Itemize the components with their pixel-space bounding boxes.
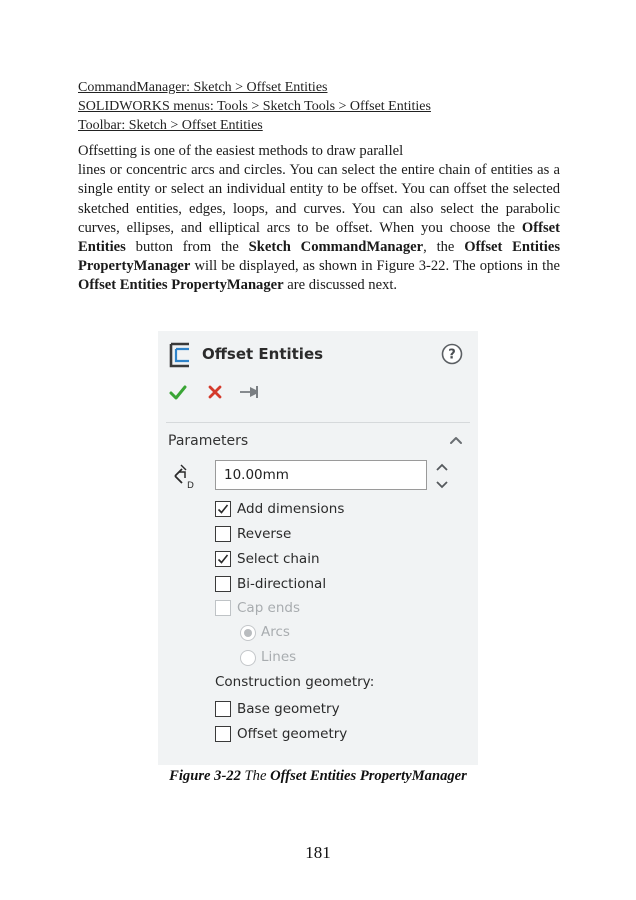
checkbox-label: Bi-directional xyxy=(237,576,327,592)
checkbox-box[interactable] xyxy=(215,551,231,567)
checkbox-label: Select chain xyxy=(237,551,320,567)
checkbox-box[interactable] xyxy=(215,726,231,742)
pm-title: Offset Entities xyxy=(202,345,324,363)
radio-dot xyxy=(244,629,252,637)
menu-path-toolbar: Toolbar: Sketch > Offset Entities xyxy=(78,118,263,133)
checkbox-box[interactable] xyxy=(215,526,231,542)
offset-entities-icon xyxy=(168,341,192,369)
checkbox-label: Reverse xyxy=(237,526,292,542)
checkbox-box[interactable] xyxy=(215,576,231,592)
checkmark-icon xyxy=(217,503,229,515)
page-number: 181 xyxy=(305,843,331,862)
distance-icon xyxy=(172,464,198,490)
checkbox-box[interactable] xyxy=(215,501,231,517)
checkmark-icon xyxy=(217,553,229,565)
radio-label: Lines xyxy=(261,649,297,665)
construction-geometry-label: Construction geometry: xyxy=(215,674,375,690)
svg-text:D: D xyxy=(187,481,194,490)
checkbox-label: Offset geometry xyxy=(237,726,348,742)
checkbox-label: Add dimensions xyxy=(237,501,345,517)
svg-text:?: ? xyxy=(448,347,456,363)
body-paragraph xyxy=(78,142,560,296)
menu-path-solidworks-menus: SOLIDWORKS menus: Tools > Sketch Tools > Offset Entities xyxy=(78,99,431,114)
checkbox-box[interactable] xyxy=(215,701,231,717)
paragraph-rest: lines or concentric arcs and circles. You can select the entire chain of entities as a single entity or select an individual entity to be offset. You can offset the selected sketched entities, edges, loops, and curves. You can also select the parabolic curves, ellipses, and elliptical arcs to be offset. When you choose the Offset Entities button from the Sketch CommandManager, the Offset Entities PropertyManager will be displayed, as shown in Figure 3-22. The options in the Offset Entities PropertyManager are discussed next. xyxy=(78,162,561,294)
radio-button xyxy=(240,625,256,641)
help-icon[interactable] xyxy=(441,343,463,365)
pushpin-icon[interactable] xyxy=(238,383,262,401)
collapse-chevron-icon[interactable] xyxy=(448,433,464,447)
parameters-section-title[interactable]: Parameters xyxy=(168,433,249,449)
cancel-x-icon[interactable] xyxy=(206,383,224,401)
spin-arrows-icon[interactable] xyxy=(434,460,450,492)
menu-path-commandmanager: CommandManager: Sketch > Offset Entities xyxy=(78,80,328,95)
checkbox-box xyxy=(215,600,231,616)
checkbox-label: Base geometry xyxy=(237,701,340,717)
ok-check-icon[interactable] xyxy=(168,383,188,403)
offset-distance-input[interactable] xyxy=(215,460,427,490)
separator xyxy=(166,422,470,423)
figure-caption: Figure 3-22 The Offset Entities PropertyManager xyxy=(169,768,467,784)
radio-button xyxy=(240,650,256,666)
checkbox-label: Cap ends xyxy=(237,600,301,616)
paragraph-first-line: Offsetting is one of the easiest methods to draw parallel xyxy=(78,143,404,159)
radio-label: Arcs xyxy=(261,624,290,640)
offset-entities-propertymanager xyxy=(158,331,478,765)
